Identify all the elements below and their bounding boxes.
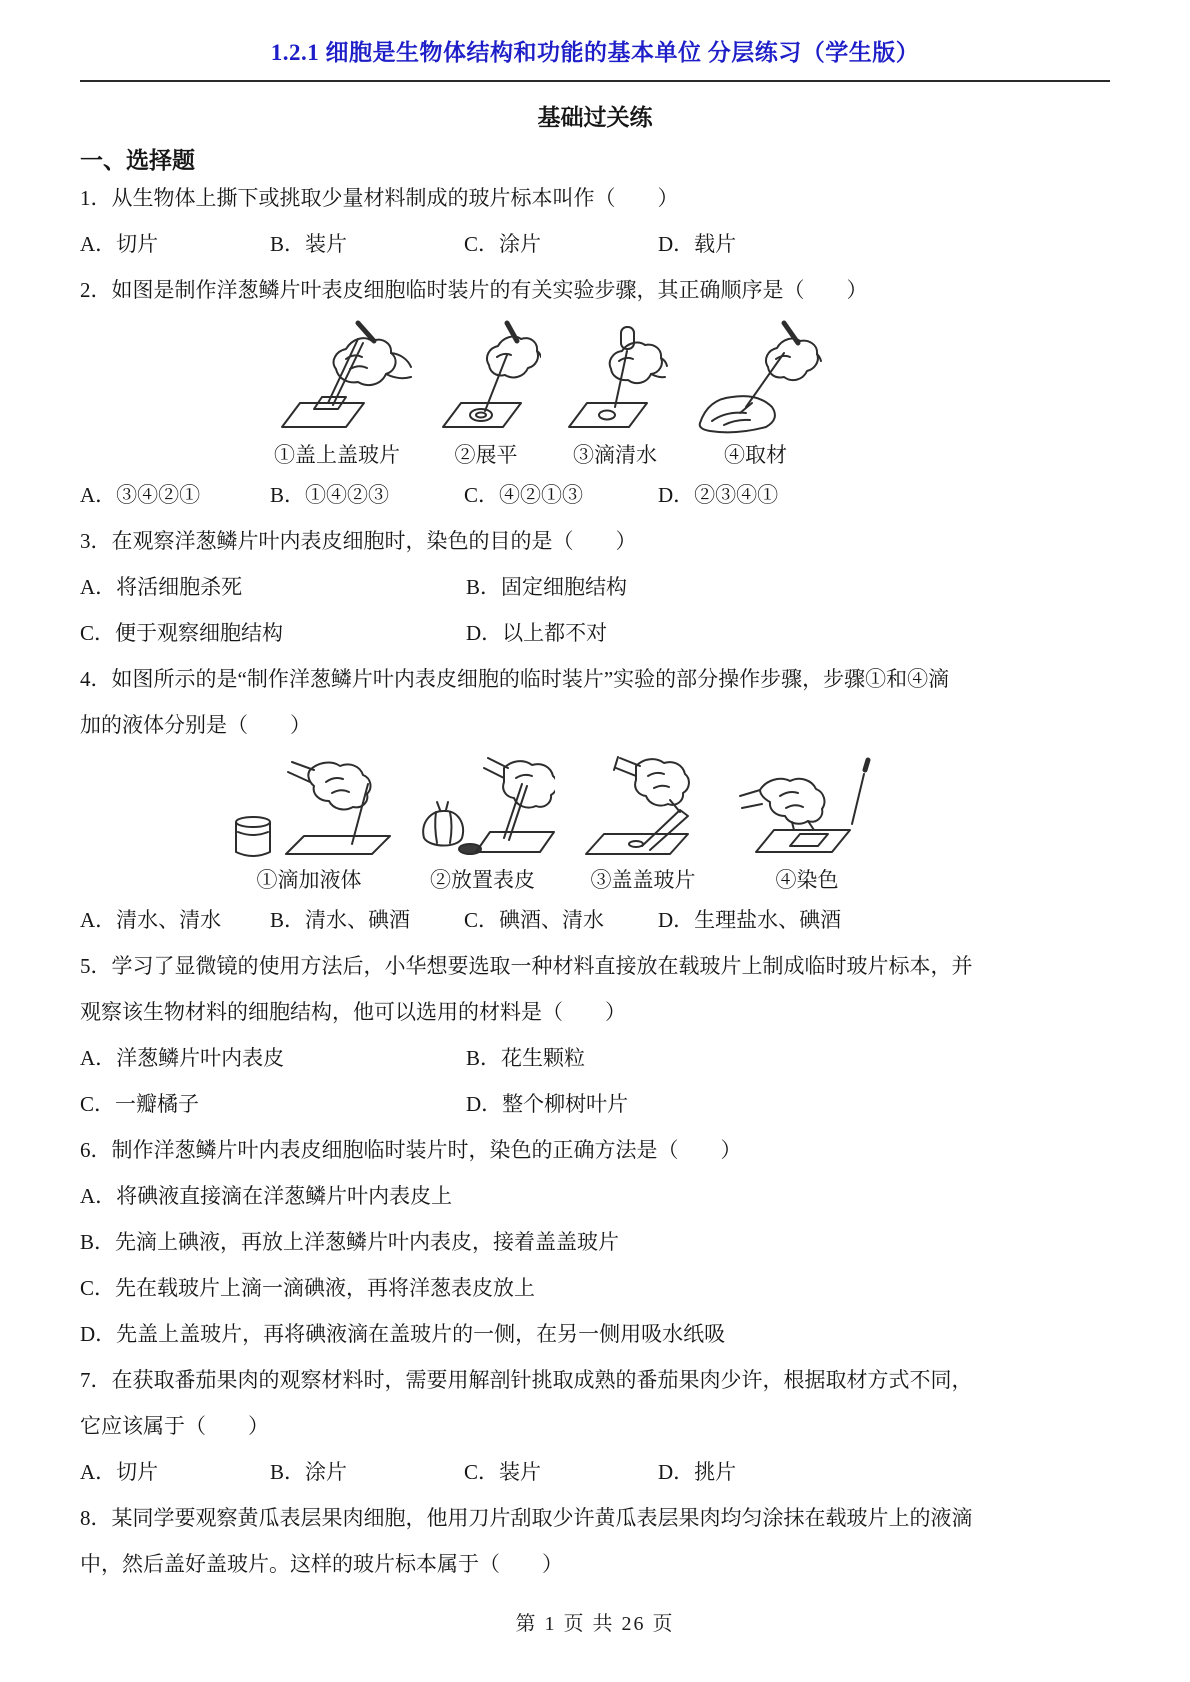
hand-flattening-specimen-illustration [431, 313, 541, 439]
q6-option-a: A．将碘液直接滴在洋葱鳞片叶内表皮上 [80, 1184, 453, 1208]
q1-option-a: A．切片 [80, 232, 159, 256]
q7-option-d: D．挑片 [658, 1460, 737, 1484]
question-2-options-row [80, 472, 1110, 518]
question-5-text-line2: 观察该生物材料的细胞结构，他可以选用的材料是（ ） [80, 1000, 626, 1024]
figure-step-cover-coverslip [258, 313, 416, 472]
question-6-text: 6．制作洋葱鳞片叶内表皮细胞临时装片时，染色的正确方法是（ ） [80, 1138, 742, 1162]
question-8-text-line1: 8．某同学要观察黄瓜表层果肉细胞，他用刀片刮取少许黄瓜表层果肉均匀涂抹在载玻片上的液滴 [80, 1506, 973, 1530]
question-1-text: 1．从生物体上撕下或挑取少量材料制成的玻片标本叫作（ ） [80, 186, 679, 210]
q1-option-d: D．载片 [658, 232, 737, 256]
title-divider [80, 80, 1110, 82]
question-3-options-row-1 [80, 564, 1110, 610]
q3-option-a: A．将活细胞杀死 [80, 575, 243, 599]
question-5-text-line1: 5．学习了显微镜的使用方法后，小华想要选取一种材料直接放在载玻片上制成临时玻片标本，并 [80, 954, 973, 978]
hand-covering-slide-illustration [568, 748, 718, 864]
hand-adding-liquid-illustration [222, 748, 397, 864]
section-heading: 基础过关练 [537, 104, 653, 130]
figure-caption: ④染色 [775, 868, 839, 892]
question-2-figure [258, 313, 1110, 472]
q6-option-d: D．先盖上盖玻片，再将碘液滴在盖玻片的一侧，在另一侧用吸水纸吸 [80, 1322, 726, 1346]
figure-step-flatten [430, 313, 542, 472]
q2-option-c: C．④②①③ [464, 483, 584, 507]
q4-option-a: A．清水、清水 [80, 908, 222, 932]
q5-option-d: D．整个柳树叶片 [466, 1092, 629, 1116]
q5-option-a: A．洋葱鳞片叶内表皮 [80, 1046, 285, 1070]
hand-taking-material-illustration [690, 313, 822, 439]
question-5-options-row-1 [80, 1035, 1110, 1081]
q2-option-a: A．③④②① [80, 483, 201, 507]
hand-staining-illustration [732, 748, 882, 864]
figure-step-drop-water [556, 313, 674, 472]
q3-option-b: B．固定细胞结构 [466, 575, 628, 599]
question-7-text-line2: 它应该属于（ ） [80, 1414, 269, 1438]
question-4-text-line1: 4．如图所示的是“制作洋葱鳞片叶内表皮细胞的临时装片”实验的部分操作步骤，步骤①和④滴 [80, 667, 950, 691]
hand-covering-coverslip-illustration [262, 313, 412, 439]
q4-option-c: C．碘酒、清水 [464, 908, 605, 932]
question-4-options-row [80, 897, 1110, 943]
figure-step-stain [731, 748, 883, 897]
q7-option-b: B．涂片 [270, 1460, 348, 1484]
q2-option-b: B．①④②③ [270, 483, 390, 507]
q3-option-d: D．以上都不对 [466, 621, 608, 645]
page-title: 1.2.1 细胞是生物体结构和功能的基本单位 分层练习（学生版） [270, 40, 920, 65]
figure-caption: ④取材 [724, 443, 787, 467]
figure-step-take-material [688, 313, 823, 472]
figure-step-place-epidermis [410, 748, 555, 897]
figure-caption: ②展平 [454, 443, 518, 467]
figure-caption: ②放置表皮 [430, 868, 535, 892]
q6-option-c: C．先在载玻片上滴一滴碘液，再将洋葱表皮放上 [80, 1276, 536, 1300]
figure-step-add-liquid [220, 748, 398, 897]
question-3-options-row-2 [80, 610, 1110, 656]
hand-dropping-water-illustration [559, 313, 671, 439]
question-3-text: 3．在观察洋葱鳞片叶内表皮细胞时，染色的目的是（ ） [80, 529, 637, 553]
page-number-footer: 第 1 页 共 26 页 [515, 1613, 675, 1635]
question-4-figure [220, 748, 1110, 897]
q1-option-b: B．装片 [270, 232, 348, 256]
part-heading: 一、选择题 [80, 147, 195, 173]
question-7-options-row [80, 1449, 1110, 1495]
hand-placing-epidermis-illustration [410, 748, 555, 864]
figure-caption: ①滴加液体 [256, 868, 362, 892]
q1-option-c: C．涂片 [464, 232, 542, 256]
figure-caption: ③滴清水 [573, 443, 657, 467]
question-8-text-line2: 中，然后盖好盖玻片。这样的玻片标本属于（ ） [80, 1552, 563, 1576]
question-7-text-line1: 7．在获取番茄果肉的观察材料时，需要用解剖针挑取成熟的番茄果肉少许，根据取材方式不同， [80, 1368, 973, 1392]
question-1-options-row [80, 221, 1110, 267]
q5-option-b: B．花生颗粒 [466, 1046, 586, 1070]
q2-option-d: D．②③④① [658, 483, 779, 507]
q7-option-a: A．切片 [80, 1460, 159, 1484]
figure-step-cover-slide [567, 748, 719, 897]
q7-option-c: C．装片 [464, 1460, 542, 1484]
q6-option-b: B．先滴上碘液，再放上洋葱鳞片叶内表皮，接着盖盖玻片 [80, 1230, 620, 1254]
q3-option-c: C．便于观察细胞结构 [80, 621, 284, 645]
question-5-options-row-2 [80, 1081, 1110, 1127]
question-2-text: 2．如图是制作洋葱鳞片叶表皮细胞临时装片的有关实验步骤，其正确顺序是（ ） [80, 278, 868, 302]
q4-option-b: B．清水、碘酒 [270, 908, 411, 932]
question-4-text-line2: 加的液体分别是（ ） [80, 713, 311, 737]
q5-option-c: C．一瓣橘子 [80, 1092, 200, 1116]
figure-caption: ③盖盖玻片 [590, 868, 696, 892]
q4-option-d: D．生理盐水、碘酒 [658, 908, 842, 932]
figure-caption: ①盖上盖玻片 [274, 443, 400, 467]
